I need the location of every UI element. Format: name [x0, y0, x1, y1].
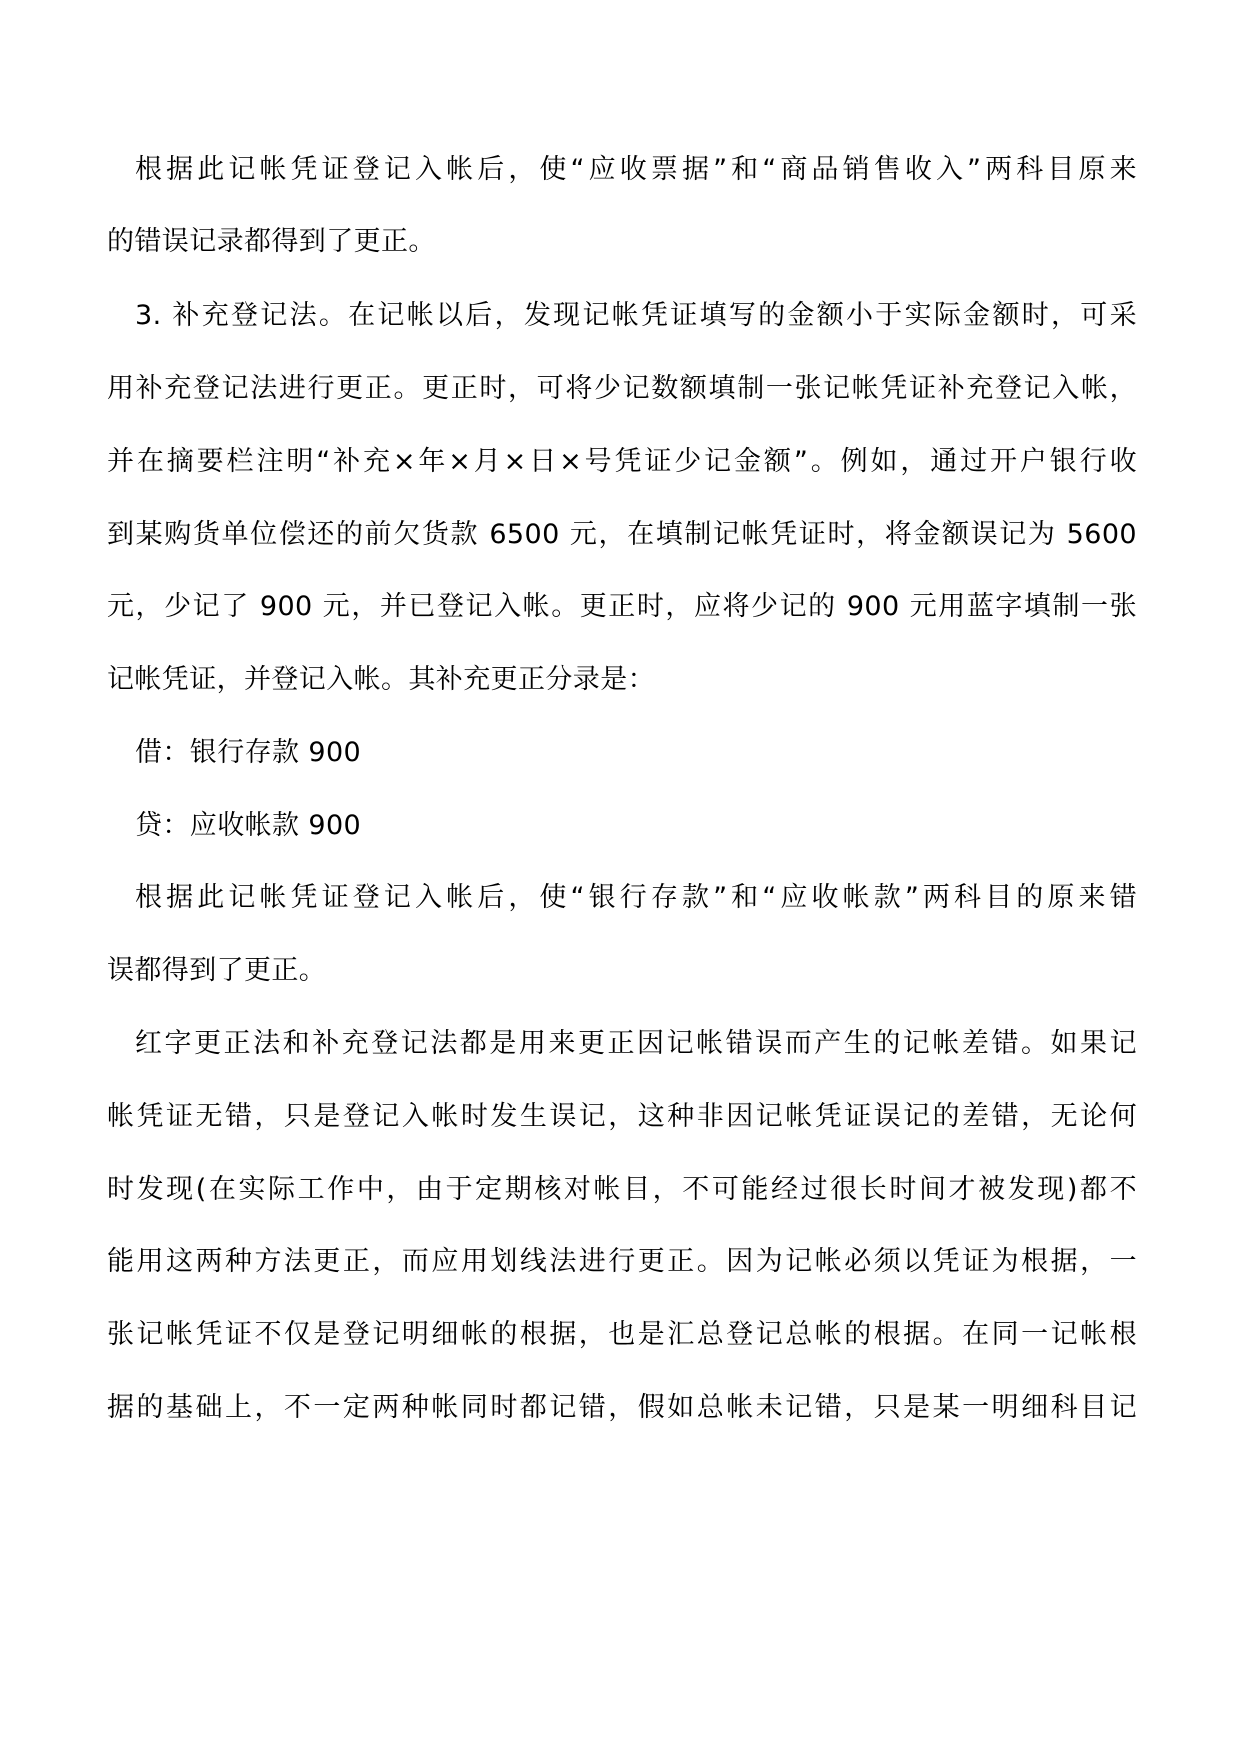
- paragraph-line: 的错误记录都得到了更正。: [107, 226, 436, 257]
- paragraph-line: 用补充登记法进行更正。更正时，可将少记数额填制一张记帐凭证补充登记入帐，: [107, 373, 1137, 404]
- paragraph-line: 张记帐凭证不仅是登记明细帐的根据，也是汇总登记总帐的根据。在同一记帐根: [107, 1319, 1137, 1350]
- paragraph-line: 根据此记帐凭证登记入帐后，使“银行存款”和“应收帐款”两科目的原来错: [135, 882, 1137, 913]
- paragraph-line: 据的基础上，不一定两种帐同时都记错，假如总帐未记错，只是某一明细科目记: [107, 1392, 1137, 1423]
- journal-entry-debit: 借：银行存款 900: [135, 737, 362, 768]
- paragraph-line: 到某购货单位偿还的前欠货款 6500 元，在填制记帐凭证时，将金额误记为 5600: [107, 519, 1137, 550]
- paragraph-line: 能用这两种方法更正，而应用划线法进行更正。因为记帐必须以凭证为根据，一: [107, 1246, 1137, 1277]
- paragraph-line: 误都得到了更正。: [107, 955, 327, 986]
- paragraph-line: 帐凭证无错，只是登记入帐时发生误记，这种非因记帐凭证误记的差错，无论何: [107, 1101, 1137, 1132]
- paragraph-line: 时发现(在实际工作中，由于定期核对帐目，不可能经过很长时间才被发现)都不: [107, 1174, 1137, 1205]
- paragraph-line: 并在摘要栏注明“补充×年×月×日×号凭证少记金额”。例如，通过开户银行收: [107, 446, 1137, 477]
- paragraph-line: 3. 补充登记法。在记帐以后，发现记帐凭证填写的金额小于实际金额时，可采: [135, 300, 1137, 331]
- paragraph-line: 记帐凭证，并登记入帐。其补充更正分录是：: [107, 664, 655, 695]
- paragraph-line: 根据此记帐凭证登记入帐后，使“应收票据”和“商品销售收入”两科目原来: [135, 154, 1137, 185]
- journal-entry-credit: 贷：应收帐款 900: [135, 810, 362, 841]
- paragraph-line: 红字更正法和补充登记法都是用来更正因记帐错误而产生的记帐差错。如果记: [135, 1028, 1137, 1059]
- paragraph-line: 元，少记了 900 元，并已登记入帐。更正时，应将少记的 900 元用蓝字填制一张: [107, 591, 1137, 622]
